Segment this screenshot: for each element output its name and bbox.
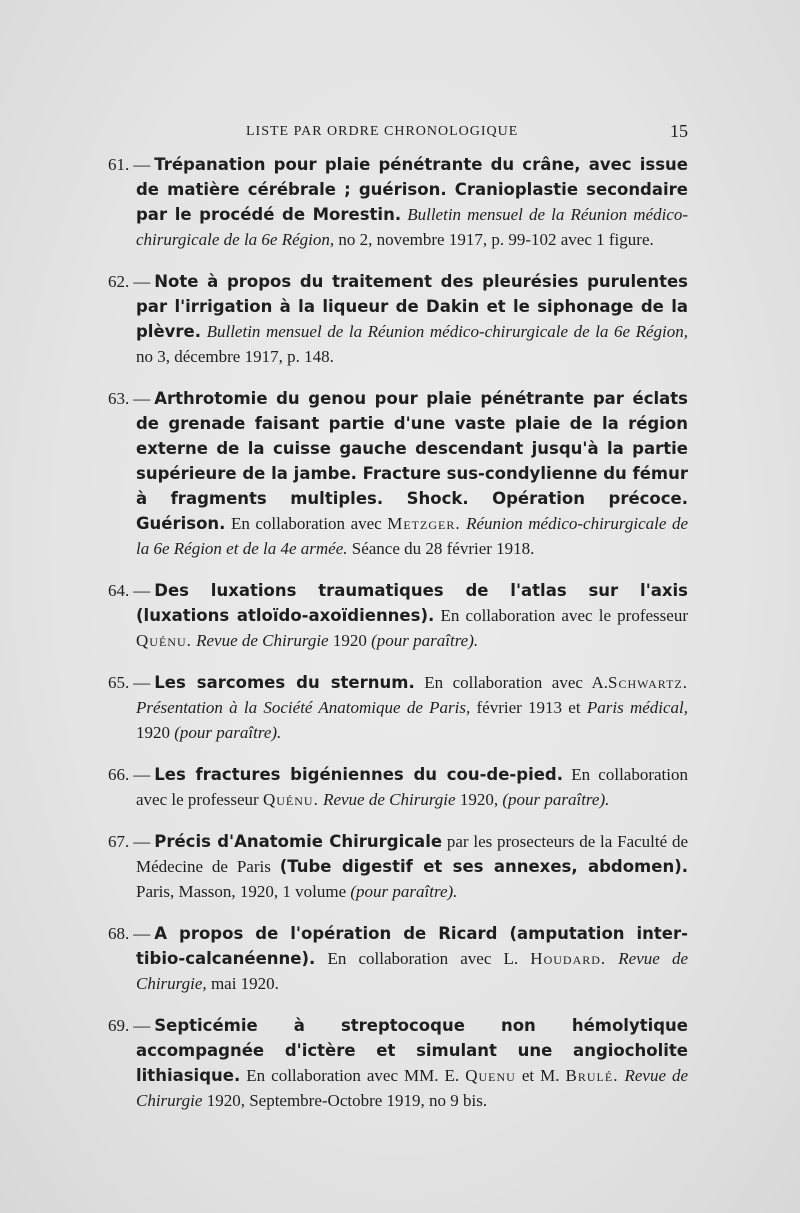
entry-journal: Revue de Chirurgie xyxy=(323,790,456,809)
entry-journal: Réunion médico-chirurgicale de la 6e Région et de la 4e armée. xyxy=(136,514,688,558)
entry-dash: — xyxy=(133,581,151,600)
entry-63 xyxy=(108,386,688,561)
entry-collaborator: Quénu. xyxy=(136,631,192,650)
entry-collab-prefix: En collaboration avec le professeur xyxy=(136,765,688,809)
entry-64 xyxy=(108,578,688,653)
entry-details: Séance du 28 février 1918. xyxy=(351,539,535,558)
entry-title: Note à propos du traitement des pleurésies purulentes par l'irrigation à la liqueur de Dakin et le siphonage de la plèvre. xyxy=(136,272,688,341)
entry-68 xyxy=(108,921,688,996)
entry-dash: — xyxy=(133,272,151,291)
entry-details: février 1913 et xyxy=(476,698,581,717)
entry-number: 69. xyxy=(108,1016,130,1035)
entry-title: Les sarcomes du sternum. xyxy=(154,673,415,692)
entry-title: Précis d'Anatomie Chirurgicale xyxy=(154,832,443,851)
entry-number: 66. xyxy=(108,765,130,784)
entry-number: 67. xyxy=(108,832,130,851)
entry-dash: — xyxy=(133,832,151,851)
entry-collaborator: Quénu. xyxy=(262,790,319,809)
entry-dash: — xyxy=(133,389,151,408)
entry-collaborator: Metzger. xyxy=(387,514,461,533)
entry-collab-mid: et M. xyxy=(521,1066,560,1085)
entry-66 xyxy=(108,762,688,812)
entry-65 xyxy=(108,670,688,745)
entry-text: par les prosecteurs de la Faculté de Médecine de Paris xyxy=(136,832,688,876)
entry-dash: — xyxy=(133,673,151,692)
entry-collab-prefix: En collaboration avec xyxy=(230,514,382,533)
entry-details: no 3, décembre 1917, p. 148. xyxy=(136,347,334,366)
entry-title: A propos de l'opération de Ricard (amputation inter-tibio-calcanéenne). xyxy=(136,924,688,968)
entry-collab-prefix: En collaboration avec L. xyxy=(327,949,519,968)
entry-collaborator: Houdard. xyxy=(530,949,607,968)
entry-journal: Bulletin mensuel de la Réunion médico-chirurgicale de la 6e Région, xyxy=(206,322,689,341)
entry-details-2: 1920 xyxy=(136,723,170,742)
entry-62 xyxy=(108,269,688,369)
entry-details: 1920, Septembre-Octobre 1919, no 9 bis. xyxy=(206,1091,488,1110)
page-number: 15 xyxy=(670,121,688,141)
entry-details: mai 1920. xyxy=(210,974,279,993)
entry-note: (pour paraître). xyxy=(502,790,610,809)
entry-title: Arthrotomie du genou pour plaie pénétrante par éclats de grenade faisant partie d'une vaste plaie de la région externe de la cuisse gauche descendant jusqu'à la partie supérieure de la jambe. Fracture sus-condylienne du fémur à fragments multiples. Shock. Opération précoce. Guérison. xyxy=(136,389,688,533)
entry-61 xyxy=(108,152,688,252)
entry-number: 65. xyxy=(108,673,130,692)
entry-title: Des luxations traumatiques de l'atlas sur l'axis (luxations atloïdo-axoïdiennes). xyxy=(136,581,688,625)
entry-journal: Revue de Chirurgie xyxy=(196,631,329,650)
entry-details: 1920 xyxy=(332,631,367,650)
entry-title: Trépanation pour plaie pénétrante du crâne, avec issue de matière cérébrale ; guérison. Cranioplastie secondaire par le procédé de Morestin. xyxy=(136,155,688,224)
entry-note: (pour paraître). xyxy=(350,882,458,901)
entry-title: Septicémie à streptocoque non hémolytique accompagnée d'ictère et simulant une angiocholite lithiasique. xyxy=(136,1016,688,1085)
entry-dash: — xyxy=(133,765,151,784)
entry-collaborator: Schwartz. xyxy=(608,673,688,692)
entry-collab-prefix: En collaboration avec le professeur xyxy=(440,606,688,625)
header-title: LISTE PAR ORDRE CHRONOLOGIQUE xyxy=(246,124,519,139)
entry-journal: Revue de Chirurgie, xyxy=(136,949,688,993)
entry-details: Paris, Masson, 1920, 1 volume xyxy=(136,882,347,901)
entry-collaborator: Quenu xyxy=(465,1066,516,1085)
entry-number: 63. xyxy=(108,389,130,408)
entry-journal: Revue de Chirurgie xyxy=(136,1066,689,1110)
entry-69 xyxy=(108,1013,688,1113)
entry-67 xyxy=(108,829,688,904)
entry-collab-prefix: En collaboration avec MM. E. xyxy=(246,1066,460,1085)
entry-collaborator-2: Brulé. xyxy=(565,1066,619,1085)
entry-note: (pour paraître). xyxy=(174,723,282,742)
entry-collab-prefix: En collaboration avec A. xyxy=(424,673,609,692)
entry-number: 64. xyxy=(108,581,130,600)
entry-journal-2: Paris médical, xyxy=(586,698,689,717)
bibliography-list xyxy=(108,152,688,1130)
entry-number: 68. xyxy=(108,924,130,943)
entry-dash: — xyxy=(133,924,151,943)
entry-number: 61. xyxy=(108,155,130,174)
entry-dash: — xyxy=(133,1016,151,1035)
entry-number: 62. xyxy=(108,272,130,291)
entry-journal: Présentation à la Société Anatomique de Paris, xyxy=(136,698,471,717)
entry-title: Les fractures bigéniennes du cou-de-pied. xyxy=(154,765,564,784)
entry-dash: — xyxy=(133,155,151,174)
entry-note: (pour paraître). xyxy=(371,631,479,650)
entry-details: 1920, xyxy=(459,790,499,809)
entry-title-2: (Tube digestif et ses annexes, abdomen). xyxy=(279,857,689,876)
entry-journal: Bulletin mensuel de la Réunion médico-chirurgicale de la 6e Région, xyxy=(136,205,688,249)
entry-details: no 2, novembre 1917, p. 99-102 avec 1 figure. xyxy=(338,230,654,249)
